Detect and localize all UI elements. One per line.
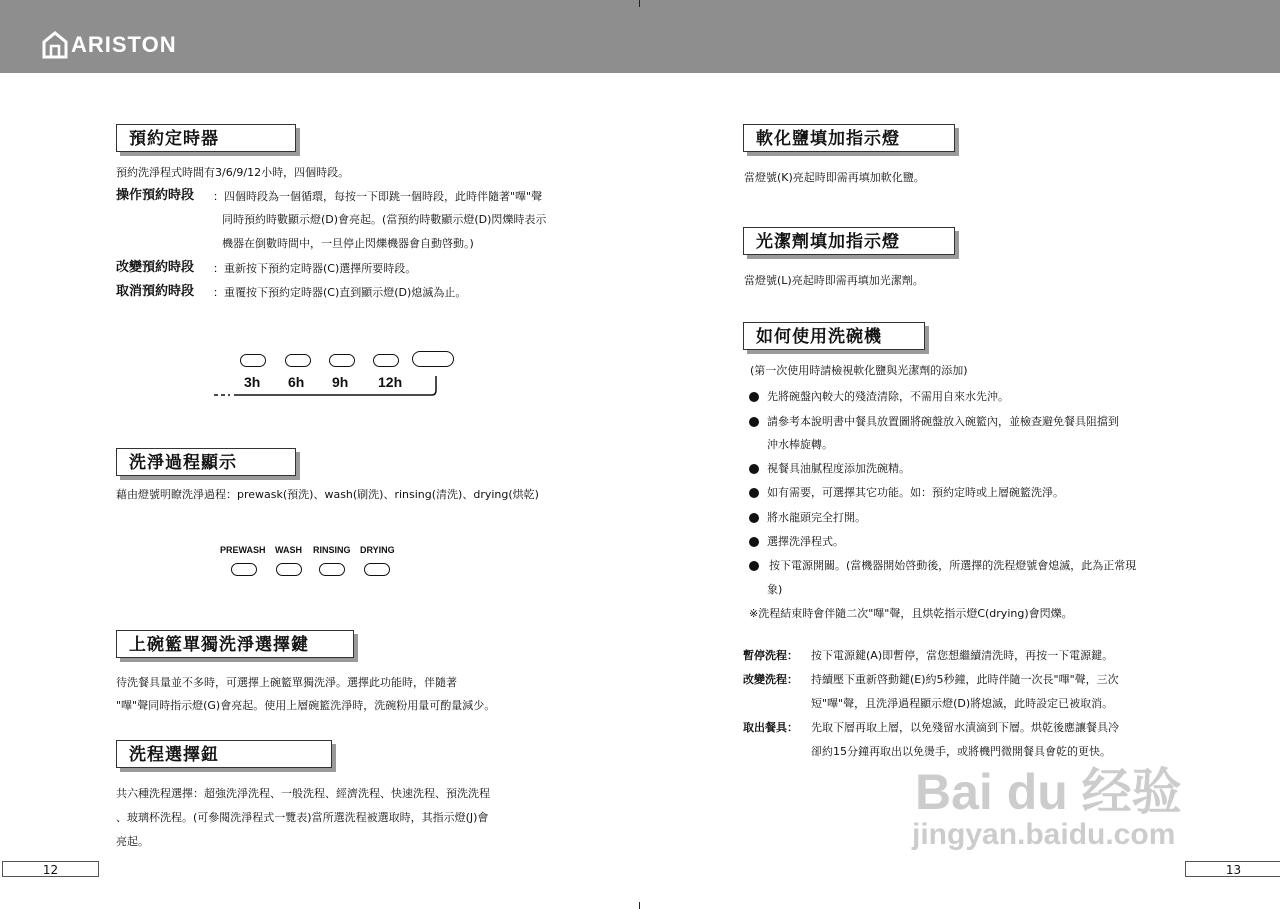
unload-line1: 先取下層再取上層，以免殘留水漬滴到下層。烘乾後應讓餐具冷 — [811, 721, 1119, 734]
page-number-right: 13 — [1185, 861, 1280, 877]
pause-text: 按下電源鍵(A)即暫停，當您想繼續清洗時，再按一下電源鍵。 — [811, 649, 1114, 662]
phase-led-rinsing — [319, 563, 345, 576]
pause-label: 暫停洗程： — [743, 649, 798, 662]
howto-step-1: 先將碗盤內較大的殘渣清除，不需用自來水先沖。 — [767, 390, 1009, 403]
phase-led-prewash — [231, 563, 257, 576]
page-number-left: 12 — [2, 861, 99, 877]
house-icon — [42, 31, 68, 59]
change-line2: 短"嗶"聲，且洗淨過程顯示燈(D)將熄滅，此時設定已被取消。 — [811, 697, 1114, 710]
timer-cancel-text: ：重覆按下預約定時器(C)直到顯示燈(D)熄滅為止。 — [213, 286, 467, 299]
section-title-howto: 如何使用洗碗機 — [743, 322, 925, 350]
howto-step-3: 視餐具油膩程度添加洗碗精。 — [767, 462, 910, 475]
upper-line2: "嗶"聲同時指示燈(G)會亮起。使用上層碗籃洗淨時，洗碗粉用量可酌量減少。 — [116, 699, 496, 712]
timer-label-9h: 9h — [332, 374, 349, 390]
program-line1: 共六種洗程選擇：超強洗淨洗程、一般洗程、經濟洗程、快速洗程、預洗洗程 — [116, 787, 490, 800]
timer-op-line1: ：四個時段為一個循環，每按一下即跳一個時段，此時伴隨著"嗶"聲 — [213, 190, 543, 203]
change-label: 改變洗程： — [743, 673, 798, 686]
phase-led-wash — [276, 563, 302, 576]
timer-change-label: 改變預約時段 — [116, 260, 195, 275]
timer-led-3h — [240, 354, 266, 367]
timer-button — [412, 351, 454, 367]
section-title-process: 洗淨過程顯示 — [116, 448, 296, 476]
timer-bracket — [210, 370, 440, 400]
bullet-dot — [749, 513, 759, 523]
bullet-dot — [749, 561, 759, 571]
howto-step-7b: 象) — [767, 583, 783, 596]
header-bar — [0, 0, 1280, 73]
howto-step-6: 選擇洗淨程式。 — [767, 535, 844, 548]
phase-label-drying: DRYING — [360, 545, 395, 555]
crop-mark-top — [639, 0, 640, 7]
section-title-salt: 軟化鹽填加指示燈 — [743, 124, 955, 152]
phase-label-prewash: PREWASH — [220, 545, 266, 555]
watermark-url: jingyan.baidu.com — [912, 818, 1176, 851]
unload-label: 取出餐具： — [743, 721, 798, 734]
phase-label-wash: WASH — [275, 545, 302, 555]
timer-label-6h: 6h — [288, 374, 305, 390]
phase-led-drying — [364, 563, 390, 576]
program-line3: 亮起。 — [116, 835, 149, 848]
bullet-dot — [749, 488, 759, 498]
howto-note: (第一次使用時請檢視軟化鹽與光潔劑的添加) — [750, 364, 968, 377]
howto-step-5: 將水龍頭完全打開。 — [767, 511, 866, 524]
bullet-dot — [749, 417, 759, 427]
change-line1: 持續壓下重新啓動鍵(E)約5秒鐘，此時伴隨一次長"嗶"聲，三次 — [811, 673, 1119, 686]
rinse-text: 當燈號(L)亮起時即需再填加光潔劑。 — [744, 274, 924, 287]
howto-step-2: 請參考本說明書中餐具放置圖將碗盤放入碗籃內，並檢查避免餐具阻擋到 — [767, 415, 1119, 428]
timer-led-9h — [329, 354, 355, 367]
section-title-program: 洗程選擇鈕 — [116, 740, 332, 768]
unload-line2: 卻約15分鐘再取出以免燙手，或將機門微開餐具會乾的更快。 — [811, 745, 1111, 758]
timer-label-12h: 12h — [378, 374, 403, 390]
timer-led-12h — [373, 354, 399, 367]
brand-name: ARISTON — [71, 32, 177, 57]
upper-line1: 待洗餐具量並不多時，可選擇上碗籃單獨洗淨。選擇此功能時，伴隨著 — [116, 676, 457, 689]
timer-led-6h — [285, 354, 311, 367]
timer-cancel-label: 取消預約時段 — [116, 284, 195, 299]
watermark-logo: Bai du 经验 — [915, 764, 1182, 820]
program-line2: 、玻璃杯洗程。(可參閱洗淨程式一覽表)當所選洗程被選取時，其指示燈(J)會 — [116, 811, 489, 824]
section-title-upper-basket: 上碗籃單獨洗淨選擇鍵 — [116, 630, 354, 658]
section-title-timer: 預約定時器 — [116, 124, 296, 152]
bullet-dot — [749, 392, 759, 402]
timer-op-line3: 機器在倒數時間中，一旦停止閃爍機器會自動啓動。) — [222, 237, 474, 250]
howto-step-2b: 沖水棒旋轉。 — [767, 438, 833, 451]
howto-step-7: 按下電源開關。(當機器開始啓動後，所選擇的洗程燈號會熄滅，此為正常現 — [769, 559, 1137, 572]
brand-logo — [42, 30, 177, 60]
timer-change-text: ：重新按下預約定時器(C)選擇所要時段。 — [213, 262, 417, 275]
timer-op-line2: 同時預約時數顯示燈(D)會亮起。(當預約時數顯示燈(D)閃爍時表示 — [222, 213, 547, 226]
timer-label-3h: 3h — [244, 374, 261, 390]
section-title-rinse-aid: 光潔劑填加指示燈 — [743, 227, 955, 255]
howto-end-note: ※洗程結束時會伴隨二次"嗶"聲，且烘乾指示燈C(drying)會閃爍。 — [749, 607, 1073, 620]
howto-step-4: 如有需要，可選擇其它功能。如：預約定時或上層碗籃洗淨。 — [767, 486, 1064, 499]
salt-text: 當燈號(K)亮起時即需再填加軟化鹽。 — [744, 171, 925, 184]
process-text: 藉由燈號明瞭洗淨過程：prewask(預洗)、wash(刷洗)、rinsing(清洗)、drying(烘乾) — [116, 488, 539, 501]
bullet-dot — [749, 537, 759, 547]
phase-label-rinsing: RINSING — [313, 545, 351, 555]
bullet-dot — [749, 464, 759, 474]
crop-mark-bottom — [639, 902, 640, 909]
timer-op-label: 操作預約時段 — [116, 188, 195, 203]
timer-intro: 預約洗淨程式時間有3/6/9/12小時，四個時段。 — [116, 166, 350, 179]
